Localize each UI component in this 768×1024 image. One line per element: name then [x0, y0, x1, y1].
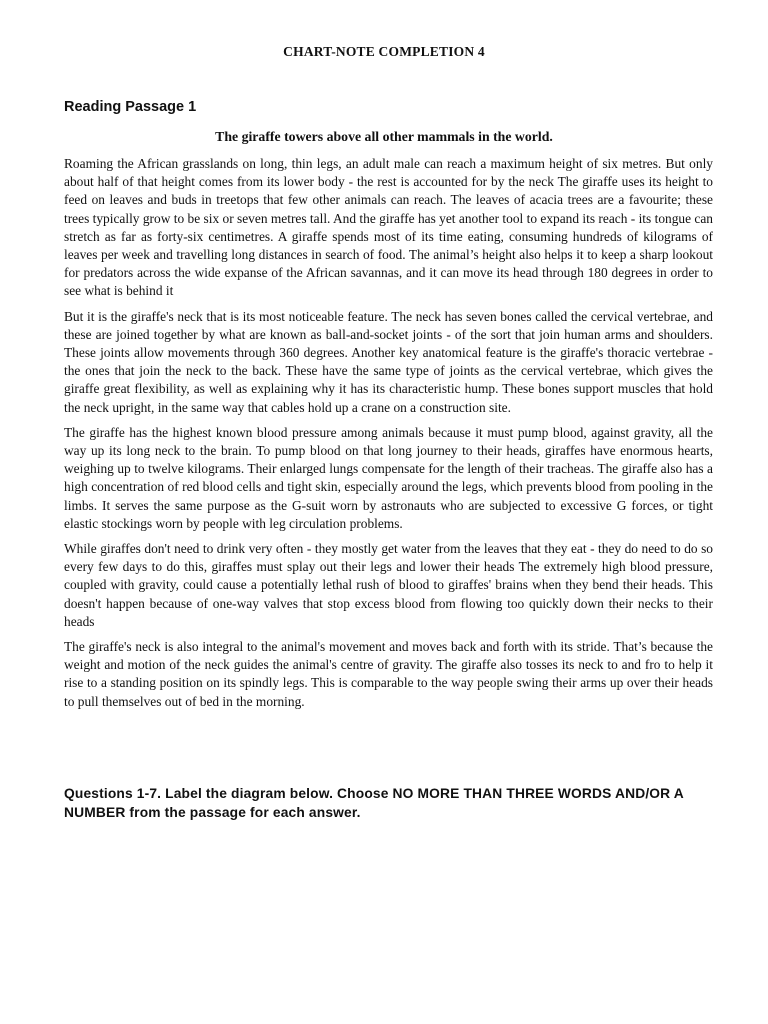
document-title: CHART-NOTE COMPLETION 4: [283, 44, 485, 59]
paragraph: While giraffes don't need to drink very often - they mostly get water from the leaves that they eat - they do need to do so every few days to do this, giraffes must splay out their legs and lower their heads The extremely high blood pressure, coupled with gravity, could cause a potentially lethal rush of blood to giraffes' brains when they bend their heads. This doesn't happen because of one-way valves that stop excess blood from flowing too quickly down their necks to their heads: [64, 541, 713, 629]
questions-instruction: Questions 1-7. Label the diagram below. Choose NO MORE THAN THREE WORDS AND/OR A NUMBER from the passage for each answer.: [64, 786, 684, 820]
paragraph: The giraffe's neck is also integral to the animal's movement and moves back and forth with its stride. That’s because the weight and motion of the neck guides the animal's centre of gravity. The giraffe also tosses its neck to and fro to help it rise to a standing position on its spindly legs. This is comparable to the way people swing their arms up over their heads to pull themselves out of bed in the morning.: [64, 639, 713, 709]
passage-subtitle: The giraffe towers above all other mammals in the world.: [215, 129, 553, 144]
passage-body: [64, 155, 713, 718]
paragraph: But it is the giraffe's neck that is its most noticeable feature. The neck has seven bones called the cervical vertebrae, and these are joined together by what are known as ball-and-socket joints - of the sort that join human arms and shoulders. These joints allow movements through 360 degrees. Another key anatomical feature is the giraffe's thoracic vertebrae - the ones that join the neck to the back. These have the same type of joints as the cervical vertebrae, which gives the giraffe great flexibility, as well as explaining why it has its characteristic hump. These bones support muscles that hold the neck upright, in the same way that cables hold up a crane on a construction site.: [64, 308, 713, 415]
paragraph: The giraffe has the highest known blood pressure among animals because it must pump blood, against gravity, all the way up its long neck to the brain. To pump blood on that long journey to their heads, giraffes have enormous hearts, weighing up to twelve kilograms. Their enlarged lungs compensate for the length of their tracheas. The giraffe also has a high concentration of red blood cells and tight skin, especially around the legs, which prevents blood from pooling in the limbs. It serves the same purpose as the G-suit worn by astronauts who are subjected to excessive G forces, or tight elastic stockings worn by people with leg circulation problems.: [64, 424, 713, 531]
section-heading: Reading Passage 1: [64, 99, 197, 115]
paragraph: Roaming the African grasslands on long, thin legs, an adult male can reach a maximum height of six metres. But only about half of that height comes from its lower body - the rest is accounted for by the neck The giraffe uses its height to feed on leaves and buds in treetops that few other animals can reach. The leaves of acacia trees are a favourite; these trees typically grow to be six or seven metres tall. And the giraffe has yet another tool to expand its reach - its tongue can stretch as far as forty-six centimetres. A giraffe spends most of its time eating, consuming hundreds of kilograms of leaves per week and travelling long distances in search of food. The animal’s height also helps it to keep a sharp lookout for predators across the wide expanse of the African savannas, and it can move its head through 180 degrees in order to see what is behind it: [64, 156, 713, 299]
